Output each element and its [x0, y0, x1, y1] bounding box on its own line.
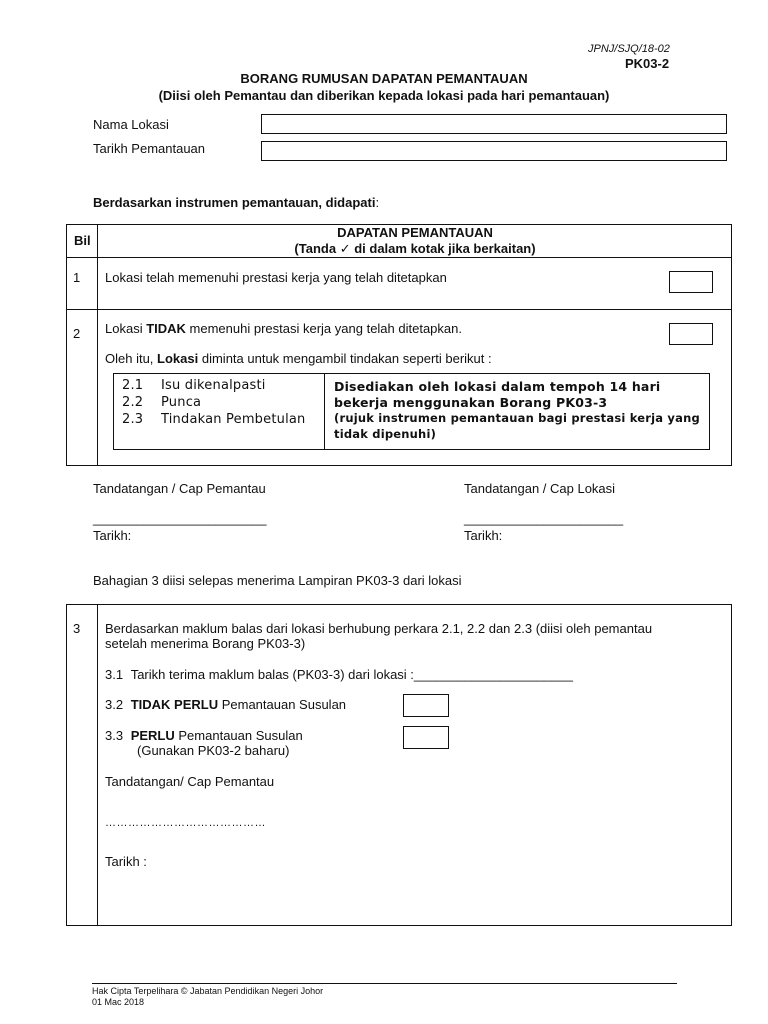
instruction-text-after: di dalam kotak jika berkaitan): [354, 241, 536, 256]
form-subtitle: (Diisi oleh Pemantau dan diberikan kepada lokasi pada hari pemantauan): [158, 88, 610, 103]
location-name-field[interactable]: [261, 114, 727, 134]
row1-number: 1: [73, 270, 81, 285]
item-3-2-number: 3.2: [105, 697, 124, 712]
section3-table: [66, 604, 732, 926]
item-3-3-subtext: (Gunakan PK03-2 baharu): [137, 743, 290, 758]
action-item-2-2-label: Punca: [161, 395, 202, 410]
action-item-2-1-number: 2.1: [122, 378, 144, 393]
item-3-2: [105, 697, 346, 712]
monitor-signature-line: ________________________: [93, 511, 267, 526]
action-box-divider: [324, 373, 325, 450]
item-3-2-bold: TIDAK PERLU: [130, 697, 219, 712]
row2-followup-after: diminta untuk mengambil tindakan seperti berikut :: [201, 351, 492, 366]
col-findings-header: DAPATAN PEMANTAUAN: [337, 225, 493, 240]
section3-date-label: Tarikh :: [105, 854, 147, 869]
location-signature-line: ______________________: [464, 511, 624, 526]
row2-text-bold: TIDAK: [146, 321, 186, 336]
item-3-3: [105, 728, 303, 743]
row2-number: 2: [73, 326, 81, 341]
action-note-line3: (rujuk instrumen pemantauan bagi prestasi kerja yang: [334, 411, 700, 425]
monitoring-date-field[interactable]: [261, 141, 727, 161]
item-3-3-bold: PERLU: [130, 728, 175, 743]
row2-followup-bold: Lokasi: [157, 351, 199, 366]
item-3-1-text: Tarikh terima maklum balas (PK03-3) dari lokasi :: [130, 667, 414, 682]
findings-intro: [93, 195, 379, 210]
table-header-divider: [66, 257, 732, 258]
monitor-signature-date: Tarikh:: [93, 528, 132, 543]
item-3-3-text: Pemantauan Susulan: [178, 728, 303, 743]
row1-text: Lokasi telah memenuhi prestasi kerja yang telah ditetapkan: [105, 270, 447, 285]
section3-text-line2: setelah menerima Borang PK03-3): [105, 636, 306, 651]
section3-signature-dots[interactable]: ……………………………………: [105, 817, 266, 829]
table-column-divider: [97, 224, 98, 466]
section3-note: Bahagian 3 diisi selepas menerima Lampiran PK03-3 dari lokasi: [93, 573, 462, 588]
section3-text-line1: Berdasarkan maklum balas dari lokasi berhubung perkara 2.1, 2.2 dan 2.3 (diisi oleh pemantau: [105, 621, 653, 636]
row2-followup-before: Oleh itu,: [105, 351, 154, 366]
item-3-1: [105, 667, 573, 682]
row1-checkbox[interactable]: [669, 271, 713, 293]
check-mark-icon: ✓: [339, 241, 351, 256]
findings-intro-text: Berdasarkan instrumen pemantauan, didapati: [93, 195, 376, 210]
monitoring-date-label: Tarikh Pemantauan: [93, 141, 206, 156]
row2-checkbox[interactable]: [669, 323, 713, 345]
item-3-2-text: Pemantauan Susulan: [221, 697, 347, 712]
reference-code: JPNJ/SJQ/18-02: [588, 43, 670, 55]
location-signature-date: Tarikh:: [464, 528, 503, 543]
footer-copyright: Hak Cipta Terpelihara © Jabatan Pendidikan Negeri Johor: [92, 986, 324, 996]
action-note-line1: Disediakan oleh lokasi dalam tempoh 14 hari: [334, 379, 661, 394]
no-followup-checkbox[interactable]: [403, 694, 449, 717]
action-note-line2: bekerja menggunakan Borang PK03-3: [334, 395, 608, 410]
row2-text-after: memenuhi prestasi kerja yang telah ditetapkan.: [189, 321, 462, 336]
footer-divider: [92, 983, 677, 984]
section3-number: 3: [73, 621, 81, 636]
section3-signature-label: Tandatangan/ Cap Pemantau: [105, 774, 275, 789]
item-3-3-number: 3.3: [105, 728, 124, 743]
location-signature-label: Tandatangan / Cap Lokasi: [464, 481, 616, 496]
findings-intro-colon: :: [375, 195, 380, 210]
table-row-divider: [66, 309, 732, 310]
instruction-text-before: (Tanda: [294, 241, 337, 256]
monitor-signature-label: Tandatangan / Cap Pemantau: [93, 481, 266, 496]
item-3-1-blank-line[interactable]: ______________________: [413, 667, 573, 682]
row2-text: [105, 321, 462, 336]
item-3-1-number: 3.1: [105, 667, 124, 682]
action-note-line4: tidak dipenuhi): [334, 427, 437, 441]
col-findings-instruction: [98, 241, 732, 257]
action-item-2-1-label: Isu dikenalpasti: [161, 378, 266, 393]
row2-text-before: Lokasi: [105, 321, 143, 336]
footer-date: 01 Mac 2018: [92, 997, 145, 1007]
location-name-label: Nama Lokasi: [93, 117, 169, 132]
form-code: PK03-2: [625, 56, 670, 71]
action-item-2-3-number: 2.3: [122, 412, 144, 427]
action-item-2-3-label: Tindakan Pembetulan: [161, 412, 306, 427]
action-item-2-2-number: 2.2: [122, 395, 144, 410]
form-title: BORANG RUMUSAN DAPATAN PEMANTAUAN: [240, 71, 528, 86]
col-bil-header: Bil: [74, 233, 91, 248]
row2-followup: [105, 351, 492, 366]
followup-required-checkbox[interactable]: [403, 726, 449, 749]
section3-column-divider: [97, 604, 98, 926]
